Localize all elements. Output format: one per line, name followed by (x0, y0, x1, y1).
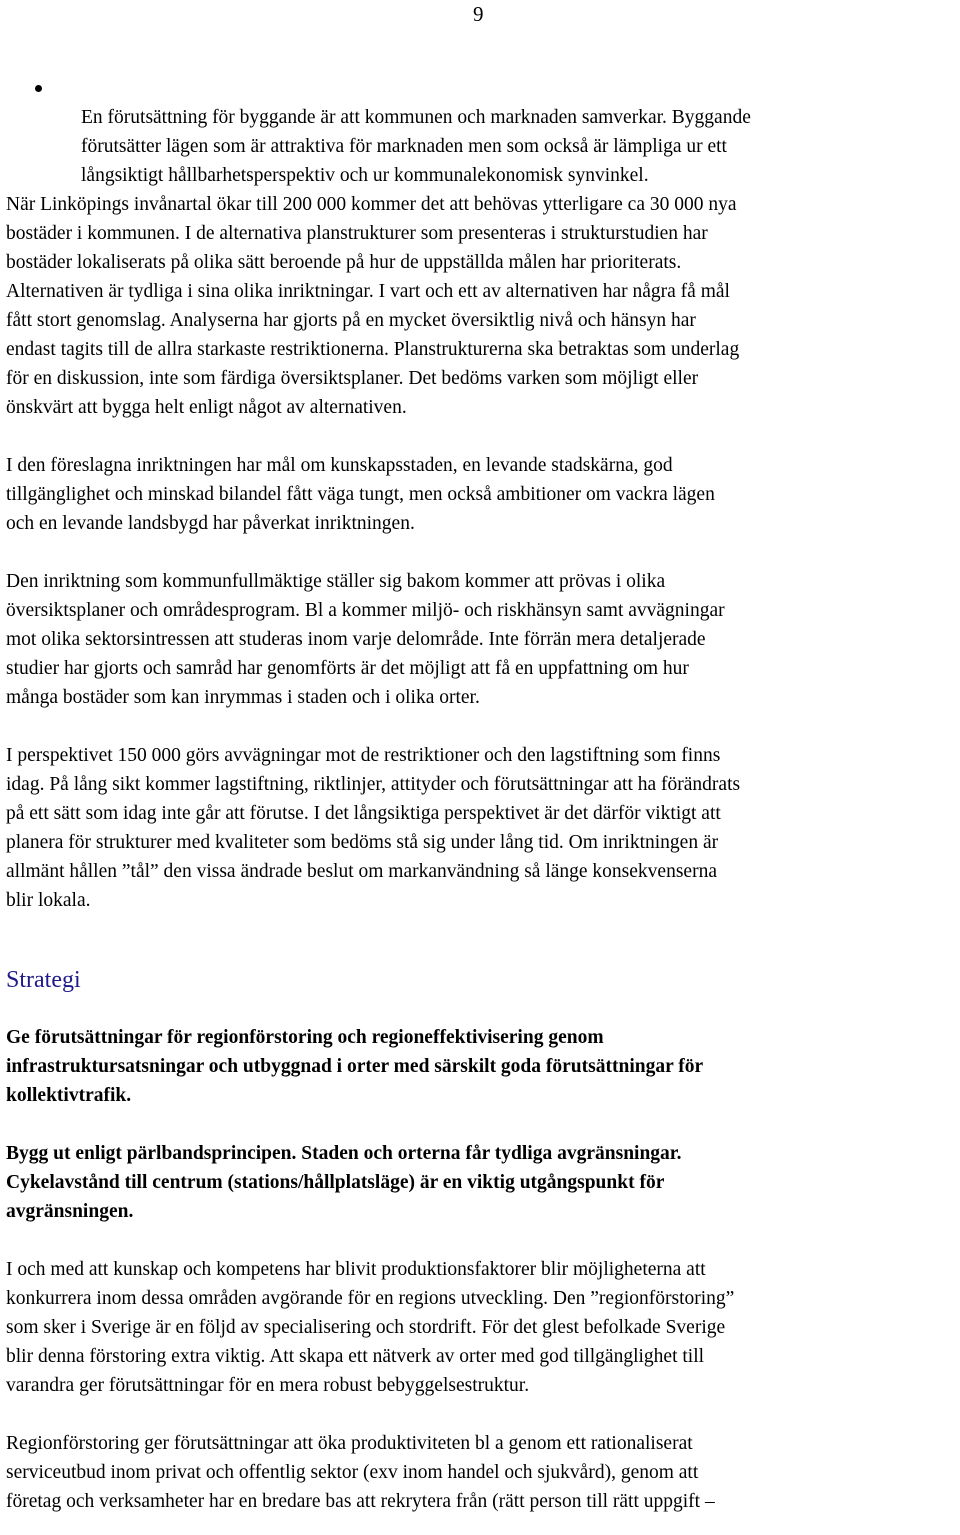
page-number: 9 (473, 2, 484, 26)
body-paragraph-2: I den föreslagna inriktningen har mål om kunskapsstaden, en levande stadskärna, god tillgänglighet och minskad bilandel fått väga tungt, men också ambitioner om vackra lägen och en levande landsbygd har påverkat inriktningen. (6, 455, 715, 534)
strategy-statement-1: Ge förutsättningar för regionförstoring och regioneffektivisering genom infrastruktursatsningar och utbyggnad i orter med särskilt goda förutsättningar för kollektivtrafik. (6, 1027, 704, 1106)
strategy-statement-2: Bygg ut enligt pärlbandsprincipen. Staden och orterna får tydliga avgränsningar. Cykelavstånd till centrum (stations/hållplatsläge) är en viktig utgångspunkt för avgränsningen. (6, 1143, 682, 1222)
body-paragraph-6: Regionförstoring ger förutsättningar att öka produktiviteten bl a genom ett rationaliserat serviceutbud inom privat och offentlig sektor (exv inom handel och sjukvård), genom att företag och verksamheter har en bredare bas att rekrytera från (rätt person till rätt uppgift – (6, 1433, 715, 1512)
body-paragraph-5: I och med att kunskap och kompetens har blivit produktionsfaktorer blir möjligheterna att konkurrera inom dessa områden avgörande för en regions utveckling. Den ”regionförstoring” som sker i Sverige är en följd av specialisering och stordrift. För det glest befolkade Sverige blir denna förstoring extra viktig. Att skapa ett nätverk av orter med god tillgänglighet till varandra ger förutsättningar för en mera robust bebyggelsestruktur. (6, 1259, 735, 1396)
bullet-list-item (6, 74, 956, 190)
body-paragraph-1: När Linköpings invånartal ökar till 200 000 kommer det att behövas ytterligare ca 30 000 nya bostäder i kommunen. I de alternativa planstrukturer som presenteras i strukturstudien har bostäder lokaliserats på olika sätt beroende på hur de uppställda målen har prioriterats. Alternativen är tydliga i sina olika inriktningar. I vart och ett av alternativen har några få mål fått stort genomslag. Analyserna har gjorts på en mycket översiktlig nivå och hänsyn har endast tagits till de allra starkaste restriktionerna. Planstrukturerna ska betraktas som underlag för en diskussion, inte som färdiga översiktsplaner. Det bedöms varken som möjligt eller önskvärt att bygga helt enligt något av alternativen. (6, 194, 740, 418)
bullet-dot-icon (35, 85, 42, 92)
body-paragraph-4: I perspektivet 150 000 görs avvägningar mot de restriktioner och den lagstiftning som finns idag. På lång sikt kommer lagstiftning, riktlinjer, attityder och förutsättningar att ha förändrats på ett sätt som idag inte går att förutse. I det långsiktiga perspektivet är det därför viktigt att planera för strukturer med kvaliteter som bedöms stå sig under lång tid. Om inriktningen är allmänt hållen ”tål” den vissa ändrade beslut om markanvändning så länge konsekvenserna blir lokala. (6, 745, 741, 911)
section-heading: Strategi (6, 967, 81, 993)
bullet-text: En förutsättning för byggande är att kommunen och marknaden samverkar. Byggande förutsätter lägen som är attraktiva för marknaden men som också är lämpliga ur ett långsiktigt hållbarhetsperspektiv och ur kommunalekonomisk synvinkel. (81, 107, 751, 186)
body-paragraph-3: Den inriktning som kommunfullmäktige ställer sig bakom kommer att prövas i olika översiktsplaner och områdesprogram. Bl a kommer miljö- och riskhänsyn samt avvägningar mot olika sektorsintressen att studeras inom varje delområde. Inte förrän mera detaljerade studier har gjorts och samråd har genomförts är det möjligt att få en uppfattning om hur många bostäder som kan inrymmas i staden och i olika orter. (6, 571, 725, 708)
document-body (6, 74, 956, 1516)
